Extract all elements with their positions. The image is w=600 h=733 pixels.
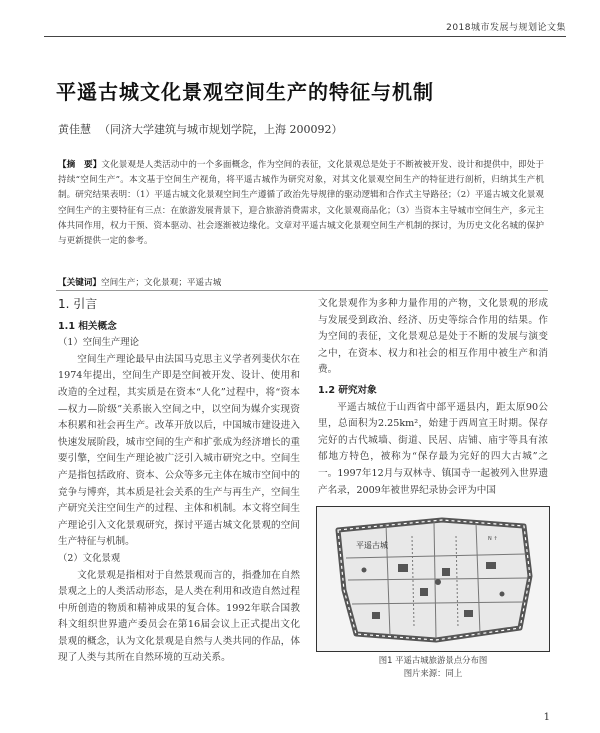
keywords-label: 【关键词】 bbox=[58, 278, 101, 288]
space-production-heading: （1）空间生产理论 bbox=[58, 337, 139, 349]
keywords-text: 空间生产；文化景观；平遥古城 bbox=[100, 278, 222, 288]
caption-line-1: 图1 平遥古城旅游景点分布图 bbox=[378, 655, 488, 665]
running-header: 2018城市发展与规划论文集 bbox=[446, 23, 566, 33]
cultural-landscape-text: 文化景观是指相对于自然景观而言的，指叠加在自然景观之上的人类活动形态，是人类在利用和改造自然过程中所创造的物质和精神成果的复合体。1992年联合国教科文组织世界遗产委员会在第16届会议上正式提出文化景观的概念，认为文化景观是自然与人类共同的作品，体现了人类与其所在自然环境的互动关系。 bbox=[58, 569, 300, 664]
section-divider bbox=[56, 290, 548, 291]
caption-line-2: 图片来源：同上 bbox=[403, 668, 463, 678]
page-number: 1 bbox=[543, 712, 550, 723]
figure-caption bbox=[318, 654, 548, 680]
concepts-heading: 1.1 相关概念 bbox=[58, 320, 117, 332]
right-column bbox=[318, 296, 548, 499]
svg-text:N ↑: N ↑ bbox=[488, 536, 498, 542]
left-column bbox=[58, 296, 300, 667]
continued-text: 文化景观作为多种力量作用的产物，文化景观的形成与发展受到政治、经济、历史等综合作用的结果。作为空间的表征，文化景观总是处于不断的发展与演变之中，在资本、权力和社会的相互作用中被生产和消费。 bbox=[318, 298, 548, 376]
study-object-heading: 1.2 研究对象 bbox=[318, 384, 377, 396]
pingyao-map-figure bbox=[316, 506, 550, 652]
paper-title: 平遥古城文化景观空间生产的特征与机制 bbox=[56, 80, 434, 104]
header-rule bbox=[44, 36, 566, 37]
space-production-text: 空间生产理论最早由法国马克思主义学者列斐伏尔在1974年提出，空间生产即是空间被开发、设计、使用和改造的全过程，其实质是在资本“人化”过程中，将“资本—权力—阶级”关系嵌入空间之中，以空间为媒介实现资本积累和社会再生产。改革开放以后，中国城市建设进入快速发展阶段，城市空间的生产和扩张成为经济增长的重要引擎，空间生产理论被广泛引入城市研究之中。空间生产是指包括政府、资本、公众等多元主体在城市空间中的竞争与博弈，其本质是社会关系的生产与再生产，空间生产研究关注空间生产的过程、主体和机制。本文将空间生产理论引入文化景观研究，探讨平遥古城文化景观的空间生产特征与机制。 bbox=[58, 353, 300, 548]
author-affiliation: （同济大学建筑与城市规划学院，上海 200092） bbox=[99, 123, 343, 136]
cultural-landscape-heading: （2）文化景观 bbox=[58, 552, 121, 564]
intro-heading: 1. 引言 bbox=[58, 297, 98, 311]
map-label: 平遥古城 bbox=[356, 541, 388, 550]
abstract-label: 【摘 要】 bbox=[58, 160, 102, 170]
abstract-text: 文化景观是人类活动中的一个多面概念，作为空间的表征，文化景观总是处于不断被被开发、设计和提供中，即处于持续“空间生产”。本文基于空间生产视角，将平遥古城作为研究对象，对其文化景观空间生产的特征进行剖析，归纳其生产机制。研究结果表明：（1）平遥古城文化景观空间生产遵循了政治先导规律的驱动逻辑和合作式主导路径；（2）平遥古城文化景观空间生产的主要特征有三点：在旅游发展背景下，迎合旅游消费需求，文化景观商品化；（3）当资本主导城市空间生产，多元主体共同作用，权力干预、资本驱动、社会逐渐被边缘化。文章对平遥古城文化景观空间生产机制的探讨，为历史文化名城的保护与更新提供一定的参考。 bbox=[58, 160, 544, 247]
author-line bbox=[58, 121, 343, 137]
study-object-text: 平遥古城位于山西省中部平遥县内，距太原90公里，总面积为2.25km²，始建于西周宣王时期。保存完好的古代城墙、街道、民居、店铺、庙宇等具有浓郁地方特色，被称为“保存最为完好的四大古城”之一。1997年12月与双林寺、镇国寺一起被列入世界遗产名录，2009年被世界纪录协会评为中国 bbox=[318, 401, 548, 496]
author-name: 黄佳慧 bbox=[58, 123, 91, 136]
abstract bbox=[58, 158, 544, 249]
keywords bbox=[58, 276, 544, 288]
